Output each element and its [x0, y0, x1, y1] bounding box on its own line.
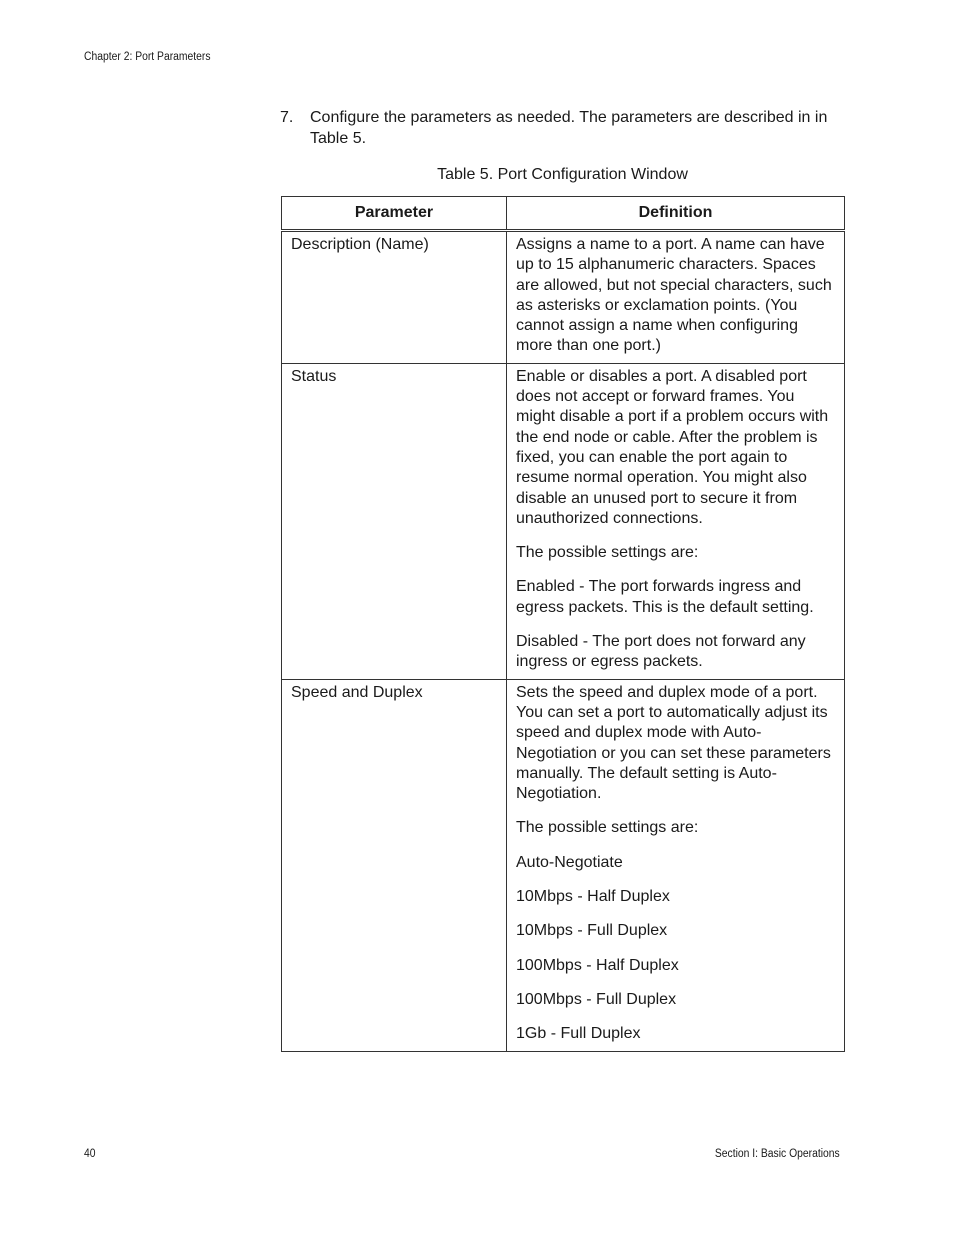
step-text: Configure the parameters as needed. The parameters are described in in Table 5. — [310, 109, 828, 147]
setting-option: 10Mbps - Full Duplex — [516, 922, 668, 940]
table-row — [282, 363, 845, 679]
definition-paragraph: The possible settings are: — [516, 544, 699, 562]
setting-option: 1Gb - Full Duplex — [516, 1025, 641, 1043]
definition-paragraph: The possible settings are: — [516, 819, 699, 837]
definition-cell — [507, 679, 845, 1051]
setting-option: 100Mbps - Full Duplex — [516, 990, 677, 1008]
step-number: 7. — [280, 109, 294, 126]
setting-option: Auto-Negotiate — [516, 853, 623, 871]
definition-cell — [507, 363, 845, 679]
table-header-row — [282, 197, 845, 231]
parameter-cell: Status — [282, 363, 507, 679]
column-header-definition: Definition — [507, 197, 845, 231]
setting-option: 10Mbps - Half Duplex — [516, 888, 670, 906]
table-row — [282, 679, 845, 1051]
parameter-cell: Speed and Duplex — [282, 679, 507, 1051]
column-header-parameter: Parameter — [282, 197, 507, 231]
running-header: Chapter 2: Port Parameters — [84, 51, 211, 63]
step-7 — [280, 108, 845, 149]
definition-paragraph: Enable or disables a port. A disabled port does not accept or forward frames. You might disable a port if a problem occurs with the end node or cable. After the problem is fixed, you can enable the port again to resume normal operation. You might also disable an unused port to secure it from unauthorized connections. — [516, 367, 829, 527]
definition-paragraph: Sets the speed and duplex mode of a port. You can set a port to automatically adjust its speed and duplex mode with Auto-Negotiation or you can set these parameters manually. The default setting is Auto-Negotiation. — [516, 683, 831, 803]
table-row — [282, 231, 845, 364]
port-configuration-table — [281, 196, 845, 1052]
table-caption: Table 5. Port Configuration Window — [437, 166, 688, 183]
section-title: Section I: Basic Operations — [715, 1148, 840, 1160]
parameter-cell: Description (Name) — [282, 231, 507, 364]
setting-option: 100Mbps - Half Duplex — [516, 956, 679, 974]
definition-paragraph: Enabled - The port forwards ingress and egress packets. This is the default setting. — [516, 578, 814, 616]
page-number: 40 — [84, 1148, 96, 1160]
definition-paragraph: Disabled - The port does not forward any ingress or egress packets. — [516, 633, 806, 671]
definition-paragraph: Assigns a name to a port. A name can have up to 15 alphanumeric characters. Spaces are allowed, but not special characters, such as asterisks or exclamation points. (You cannot assign a name when configuring more than one port.) — [516, 236, 832, 355]
definition-cell — [507, 231, 845, 364]
